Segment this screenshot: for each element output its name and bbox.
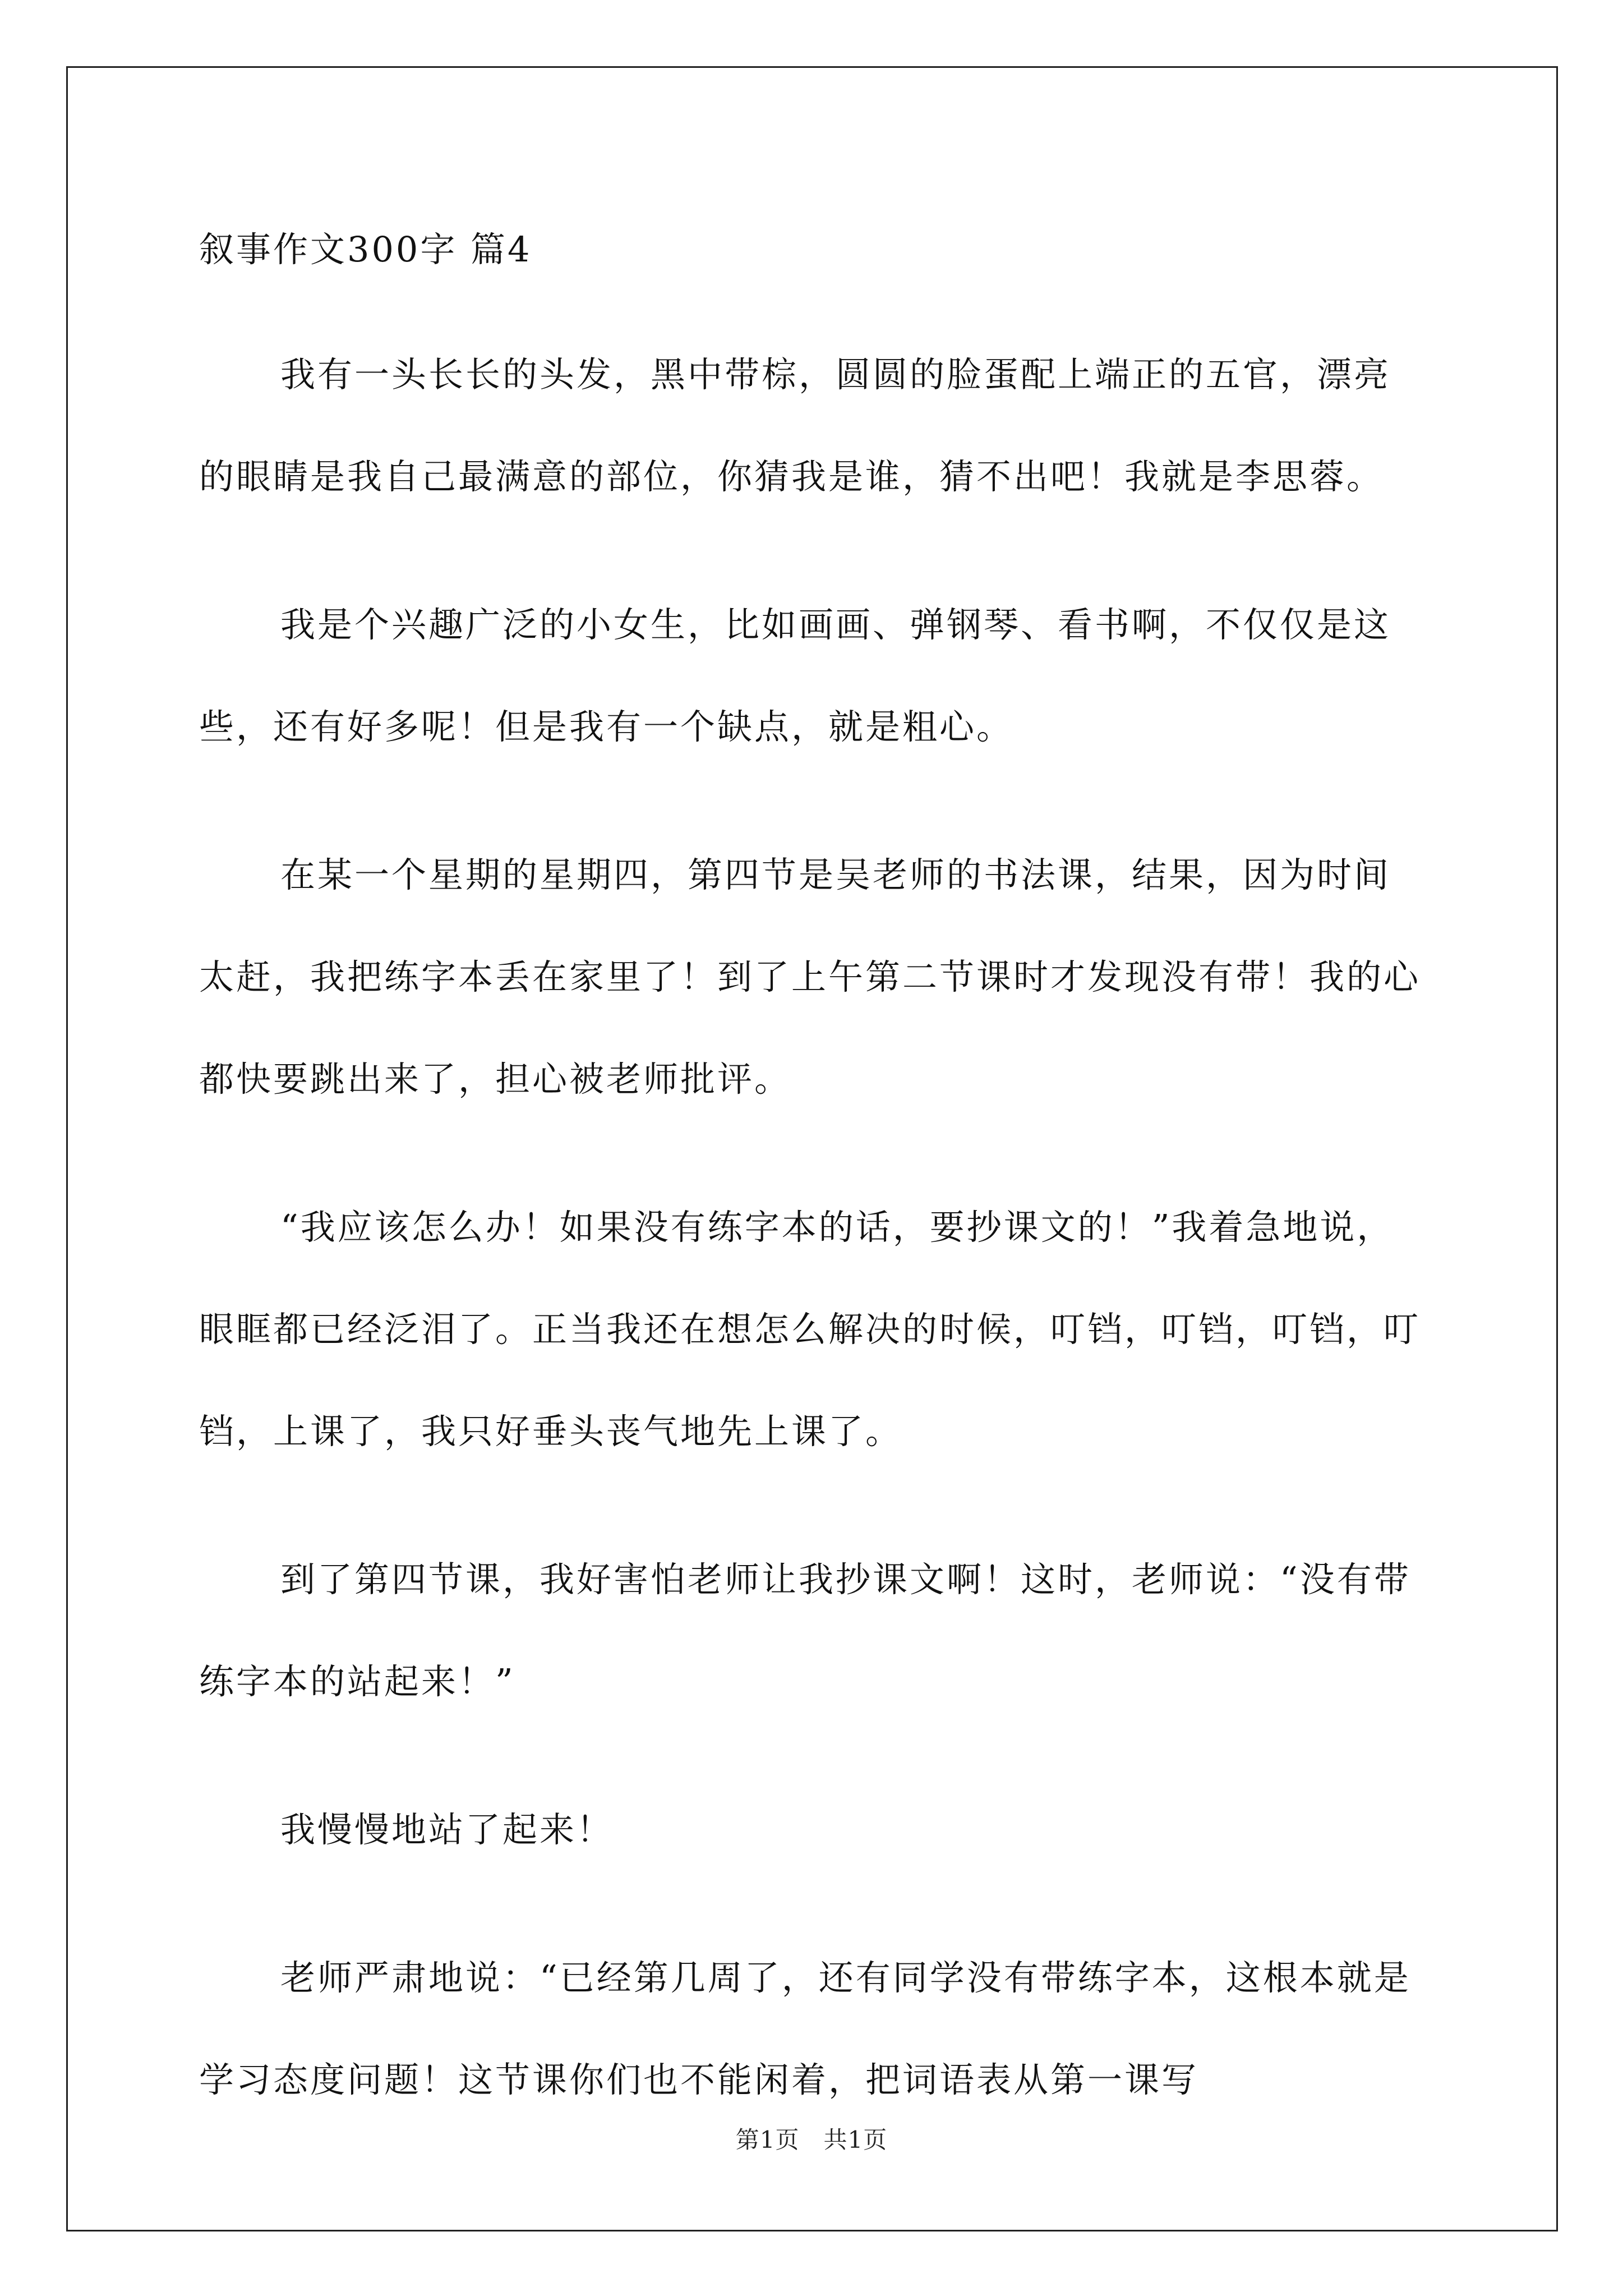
page-footer: 第1页 共1页 — [735, 2126, 888, 2154]
paragraph-5: 到了第四节课，我好害怕老师让我抄课文啊！这时，老师说：“没有带练字本的站起来！” — [199, 1559, 1411, 1702]
paragraph-3: 在某一个星期的星期四，第四节是吴老师的书法课，结果，因为时间太赶，我把练字本丢在家里了！到了上午第二节课时才发现没有带！我的心都快要跳出来了，担心被老师批评。 — [199, 854, 1421, 1099]
paragraph-2: 我是个兴趣广泛的小女生，比如画画、弹钢琴、看书啊，不仅仅是这些，还有好多呢！但是我有一个缺点，就是粗心。 — [199, 604, 1391, 747]
document-body — [199, 222, 1427, 2177]
paragraph-7: 老师严肃地说：“已经第几周了，还有同学没有带练字本，这根本就是学习态度问题！这节课你们也不能闲着，把词语表从第一课写 — [199, 1957, 1411, 2100]
document-title: 叙事作文300字 篇4 — [199, 229, 532, 270]
paragraph-1: 我有一头长长的头发，黑中带棕，圆圆的脸蛋配上端正的五官，漂亮的眼睛是我自己最满意的部位，你猜我是谁，猜不出吧！我就是李思蓉。 — [199, 354, 1391, 497]
paragraph-4: “我应该怎么办！如果没有练字本的话，要抄课文的！”我着急地说，眼眶都已经泛泪了。正当我还在想怎么解决的时候，叮铛，叮铛，叮铛，叮铛，上课了，我只好垂头丧气地先上课了。 — [199, 1207, 1421, 1452]
paragraph-6: 我慢慢地站了起来！ — [280, 1809, 614, 1850]
